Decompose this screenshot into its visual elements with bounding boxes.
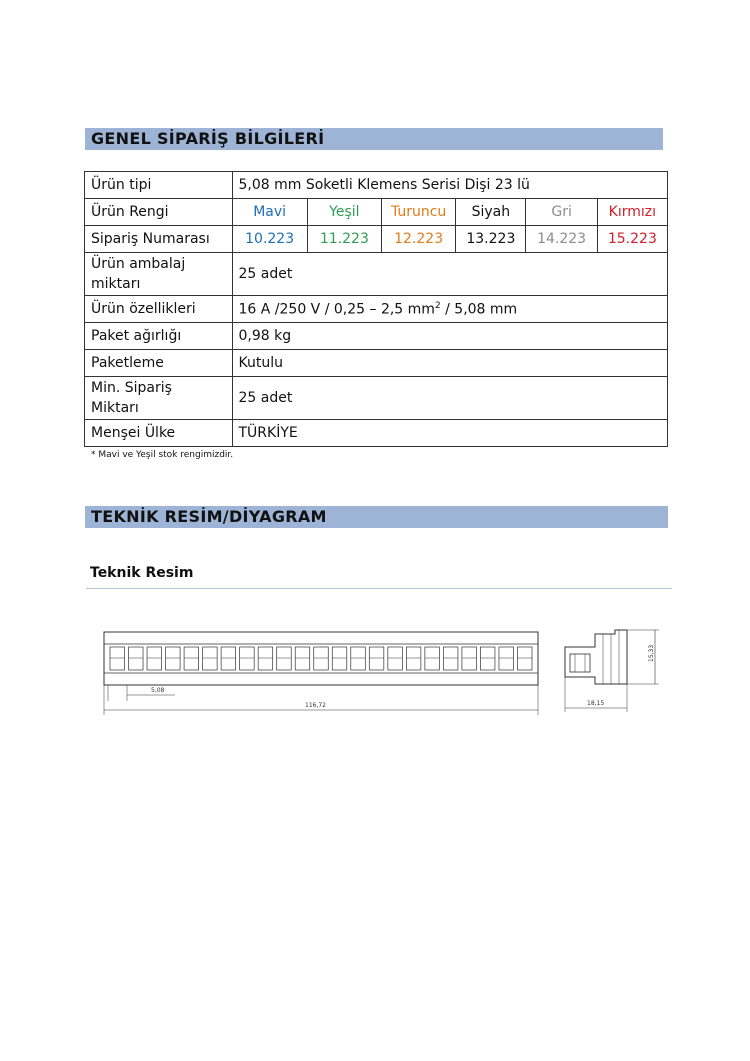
order-number-label: Sipariş Numarası: [85, 226, 233, 253]
connector-pin: [462, 647, 477, 670]
connector-pin: [221, 647, 236, 670]
product-type-label: Ürün tipi: [85, 172, 233, 199]
connector-pin: [110, 647, 125, 670]
connector-pin: [184, 647, 199, 670]
connector-pin: [406, 647, 421, 670]
packaging-label: [85, 253, 233, 296]
connector-side-view-drawing: [555, 622, 665, 717]
color-name-cell: Gri: [526, 199, 597, 226]
order-number-cell: 13.223: [456, 226, 526, 253]
packaging-value: 25 adet: [232, 253, 668, 296]
pitch-dimension-label: 5,08: [151, 687, 165, 694]
length-dimension-label: 116,72: [305, 702, 326, 709]
connector-pin: [277, 647, 292, 670]
features-value-main: 16 A /250 V / 0,25 – 2,5 mm: [238, 301, 435, 318]
color-name-cell: Mavi: [232, 199, 307, 226]
order-number-cell: 11.223: [307, 226, 381, 253]
connector-pin: [517, 647, 532, 670]
order-number-cell: 14.223: [526, 226, 597, 253]
connector-pin: [295, 647, 310, 670]
color-name-cell: Kırmızı: [597, 199, 667, 226]
origin-value: TÜRKİYE: [232, 420, 668, 447]
connector-body: [104, 632, 538, 685]
connector-pin: [369, 647, 384, 670]
section-title-technical-drawing: TEKNİK RESİM/DİYAGRAM: [85, 506, 668, 528]
section-title-order-info: GENEL SİPARİŞ BİLGİLERİ: [85, 128, 663, 150]
product-type-value: 5,08 mm Soketli Klemens Serisi Dişi 23 lü: [232, 172, 668, 199]
table-row: [85, 253, 668, 296]
packing-value: Kutulu: [232, 350, 668, 377]
color-name-cell: Turuncu: [382, 199, 456, 226]
connector-pin: [258, 647, 273, 670]
table-row: [85, 172, 668, 199]
table-row: [85, 420, 668, 447]
connector-pin: [203, 647, 218, 670]
order-number-cell: 10.223: [232, 226, 307, 253]
packaging-label-line1: Ürün ambalaj: [91, 256, 186, 272]
connector-pin: [166, 647, 181, 670]
min-order-label: [85, 377, 233, 420]
side-profile-outline: [565, 630, 627, 684]
table-row: [85, 199, 668, 226]
table-row: [85, 323, 668, 350]
connector-pin: [425, 647, 440, 670]
features-value: [232, 296, 668, 323]
origin-label: Menşei Ülke: [85, 420, 233, 447]
connector-front-view-drawing: [95, 625, 545, 720]
stock-color-note: * Mavi ve Yeşil stok rengimizdir.: [91, 450, 234, 460]
min-order-label-line1: Min. Sipariş: [91, 380, 172, 396]
connector-pin: [240, 647, 255, 670]
packaging-label-line2: miktarı: [91, 276, 141, 292]
technical-drawing-subtitle: Teknik Resim: [90, 565, 194, 581]
connector-pin: [147, 647, 162, 670]
table-row: [85, 226, 668, 253]
connector-pin: [351, 647, 366, 670]
weight-label: Paket ağırlığı: [85, 323, 233, 350]
table-row: [85, 350, 668, 377]
connector-pin: [499, 647, 514, 670]
subtitle-divider: [86, 588, 672, 589]
connector-pin: [314, 647, 329, 670]
packing-label: Paketleme: [85, 350, 233, 377]
height-dimension-label: 15,33: [648, 644, 655, 662]
features-label: Ürün özellikleri: [85, 296, 233, 323]
color-name-cell: Yeşil: [307, 199, 381, 226]
min-order-label-line2: Miktarı: [91, 400, 139, 416]
depth-dimension-label: 18,15: [587, 700, 605, 707]
connector-pin: [332, 647, 347, 670]
color-label: Ürün Rengi: [85, 199, 233, 226]
features-value-superscript: 2: [434, 300, 441, 311]
order-info-table: [84, 171, 668, 447]
weight-value: 0,98 kg: [232, 323, 668, 350]
order-number-cell: 12.223: [382, 226, 456, 253]
order-number-cell: 15.223: [597, 226, 667, 253]
table-row: [85, 296, 668, 323]
table-row: [85, 377, 668, 420]
features-value-rest: / 5,08 mm: [440, 301, 518, 318]
connector-pins: [110, 647, 532, 670]
min-order-value: 25 adet: [232, 377, 668, 420]
connector-pin: [388, 647, 403, 670]
connector-pin: [443, 647, 458, 670]
connector-pin: [480, 647, 495, 670]
color-name-cell: Siyah: [456, 199, 526, 226]
connector-pin: [129, 647, 144, 670]
side-screw-box: [570, 654, 590, 672]
